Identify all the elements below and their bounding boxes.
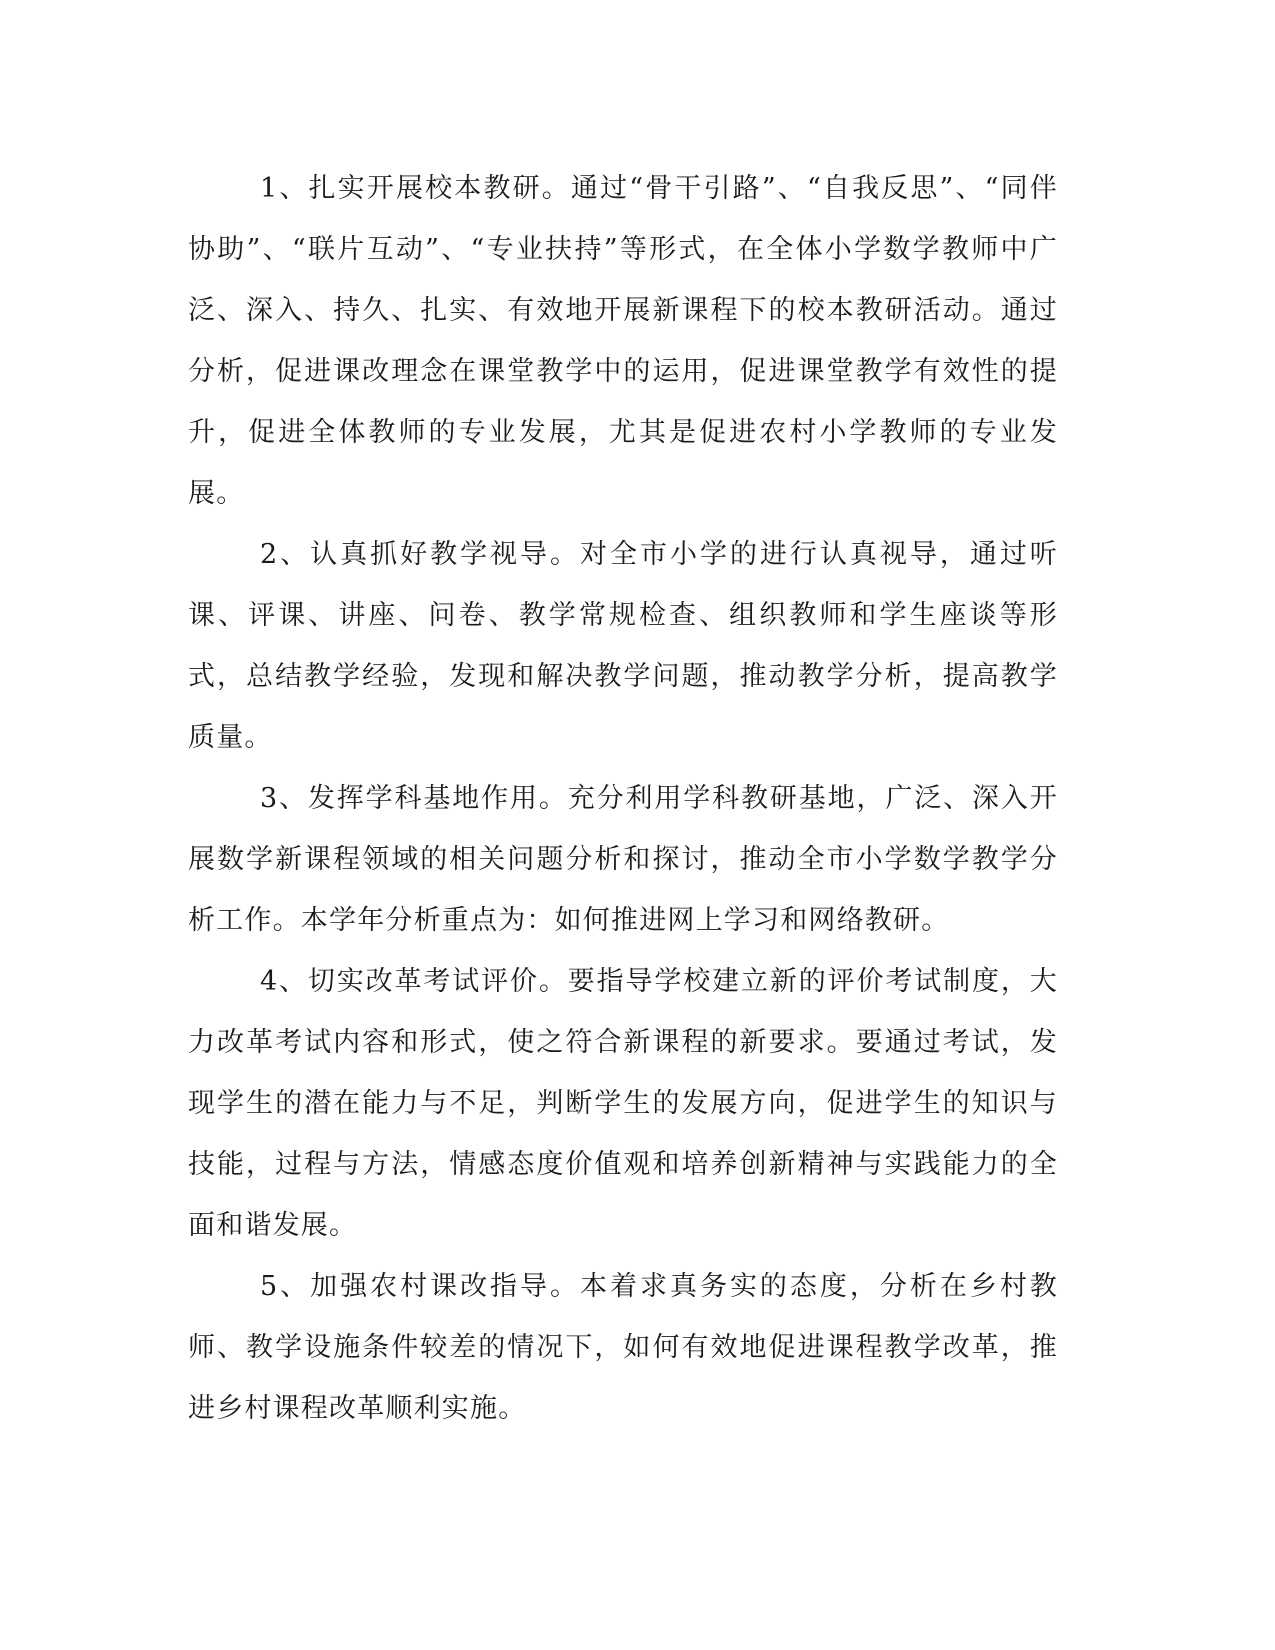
paragraph-2: 2、认真抓好教学视导。对全市小学的进行认真视导，通过听课、评课、讲座、问卷、教学常规检查、组织教师和学生座谈等形式，总结教学经验，发现和解决教学问题，推动教学分析，提高教学质量。 <box>188 539 1058 753</box>
paragraph-4: 4、切实改革考试评价。要指导学校建立新的评价考试制度，大力改革考试内容和形式，使之符合新课程的新要求。要通过考试，发现学生的潜在能力与不足，判断学生的发展方向，促进学生的知识与技能，过程与方法，情感态度价值观和培养创新精神与实践能力的全面和谐发展。 <box>188 966 1058 1241</box>
paragraph-3: 3、发挥学科基地作用。充分利用学科教研基地，广泛、深入开展数学新课程领域的相关问题分析和探讨，推动全市小学数学教学分析工作。本学年分析重点为：如何推进网上学习和网络教研。 <box>188 783 1058 936</box>
paragraph-5: 5、加强农村课改指导。本着求真务实的态度，分析在乡村教师、教学设施条件较差的情况下，如何有效地促进课程教学改革，推进乡村课程改革顺利实施。 <box>188 1271 1058 1424</box>
paragraph-1: 1、扎实开展校本教研。通过“骨干引路”、“自我反思”、“同伴协助”、“联片互动”、“专业扶持”等形式，在全体小学数学教师中广泛、深入、持久、扎实、有效地开展新课程下的校本教研活动。通过分析，促进课改理念在课堂教学中的运用，促进课堂教学有效性的提升，促进全体教师的专业发展，尤其是促进农村小学教师的专业发展。 <box>188 173 1058 509</box>
document-body <box>188 158 1058 1439</box>
